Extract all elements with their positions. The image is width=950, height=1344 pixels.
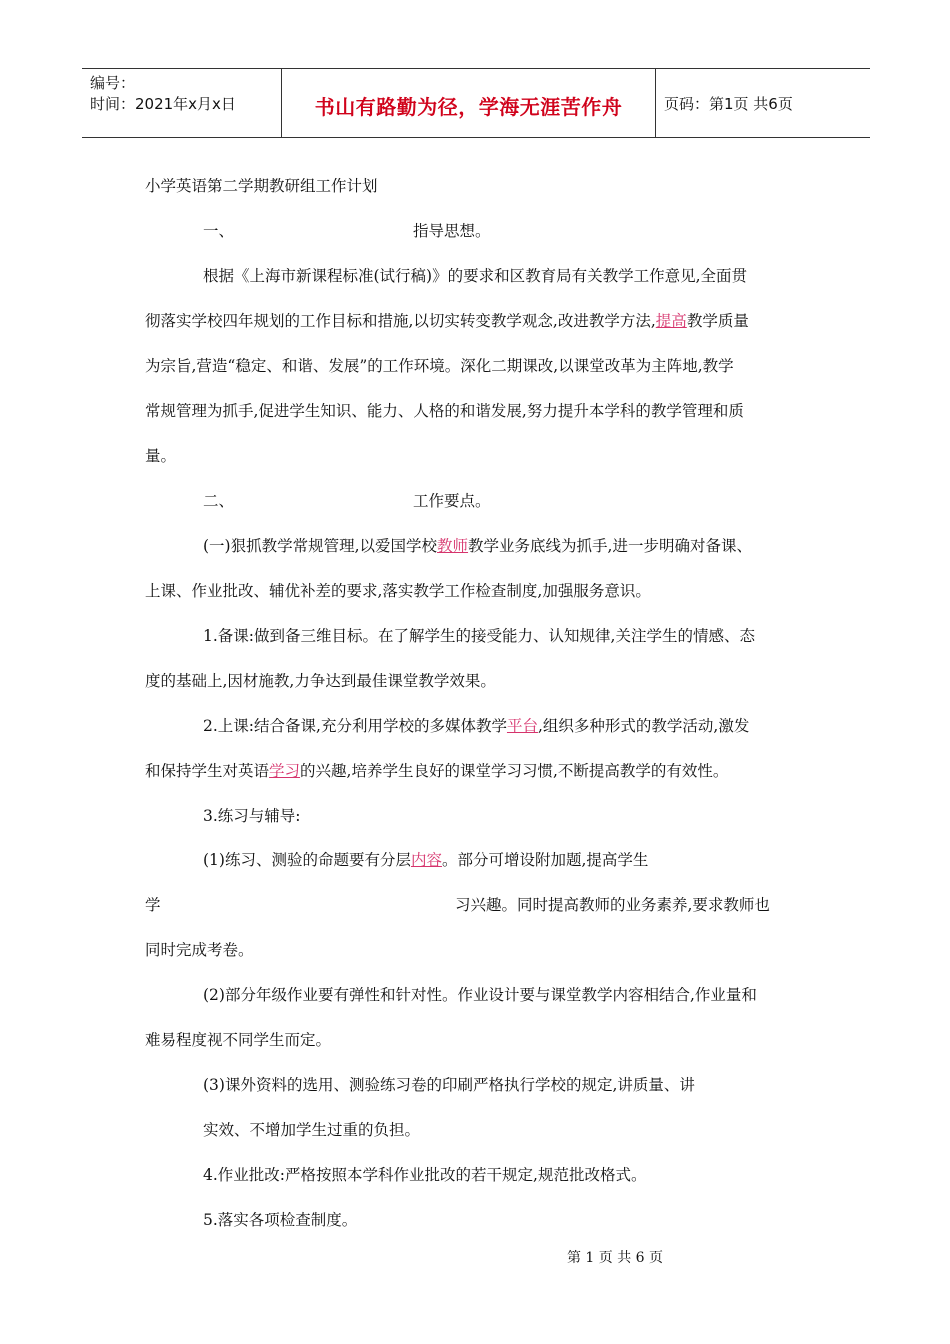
keyword-link[interactable]: 提高 xyxy=(655,312,687,330)
document-title: 小学英语第二学期教研组工作计划 xyxy=(145,177,378,195)
paragraph-line: 彻落实学校四年规划的工作目标和措施,以切实转变教学观念,改进教学方法,提高教学质量 xyxy=(145,312,749,330)
paragraph-line: 量。 xyxy=(145,447,177,465)
paragraph-line: (2)部分年级作业要有弹性和针对性。作业设计要与课堂教学内容相结合,作业量和 xyxy=(203,986,757,1004)
time-label: 时间：2021年x月x日 xyxy=(90,95,236,113)
page-footer: 第 1 页 共 6 页 xyxy=(566,1250,664,1266)
section-1-heading: 指导思想。 xyxy=(413,222,491,240)
paragraph-line: 上课、作业批改、辅优补差的要求,落实教学工作检查制度,加强服务意识。 xyxy=(145,582,651,600)
keyword-link[interactable]: 教师 xyxy=(437,537,469,555)
section-1-number: 一、 xyxy=(203,222,235,240)
paragraph-line: 2.上课:结合备课,充分利用学校的多媒体教学平台,组织多种形式的教学活动,激发 xyxy=(203,717,750,735)
motto-text: 书山有路勤为径，学海无涯苦作舟 xyxy=(314,95,623,119)
paragraph-line: (1)练习、测验的命题要有分层内容。部分可增设附加题,提高学生 xyxy=(203,851,649,869)
paragraph-line: 1.备课:做到备三维目标。在了解学生的接受能力、认知规律,关注学生的情感、态 xyxy=(203,627,755,645)
paragraph-line: 度的基础上,因材施教,力争达到最佳课堂教学效果。 xyxy=(145,672,496,690)
paragraph-line: 根据《上海市新课程标准(试行稿)》的要求和区教育局有关教学工作意见,全面贯 xyxy=(203,267,748,285)
document-header xyxy=(82,68,870,138)
paragraph-line: 为宗旨,营造“稳定、和谐、发展”的工作环境。深化二期课改,以课堂改革为主阵地,教学 xyxy=(145,357,734,375)
paragraph-line: 和保持学生对英语学习的兴趣,培养学生良好的课堂学习习惯,不断提高教学的有效性。 xyxy=(145,762,729,780)
keyword-link[interactable]: 内容 xyxy=(410,851,442,869)
page-number-label: 页码：第1页 共6页 xyxy=(664,95,793,113)
header-info-cell xyxy=(82,69,282,137)
paragraph-line: 难易程度视不同学生而定。 xyxy=(145,1031,332,1049)
paragraph-line: 常规管理为抓手,促进学生知识、能力、人格的和谐发展,努力提升本学科的教学管理和质 xyxy=(145,402,744,420)
number-label: 编号： xyxy=(90,74,136,92)
keyword-link[interactable]: 平台 xyxy=(506,717,538,735)
paragraph-line: 同时完成考卷。 xyxy=(145,941,254,959)
paragraph-line: 习兴趣。同时提高教师的业务素养,要求教师也 xyxy=(455,896,770,914)
paragraph-line: 实效、不增加学生过重的负担。 xyxy=(203,1121,421,1139)
section-2-heading: 工作要点。 xyxy=(413,492,491,510)
header-page-cell xyxy=(656,69,870,137)
header-motto-cell xyxy=(282,69,656,137)
paragraph-line: 3.练习与辅导: xyxy=(203,807,301,825)
paragraph-line: 学 xyxy=(145,896,161,914)
keyword-link[interactable]: 学习 xyxy=(269,762,301,780)
paragraph-line: (一)狠抓教学常规管理,以爱国学校教师教学业务底线为抓手,进一步明确对备课、 xyxy=(203,537,752,555)
paragraph-line: 5.落实各项检查制度。 xyxy=(203,1211,358,1229)
paragraph-line: (3)课外资料的选用、测验练习卷的印刷严格执行学校的规定,讲质量、讲 xyxy=(203,1076,695,1094)
section-2-number: 二、 xyxy=(203,492,235,510)
paragraph-line: 4.作业批改:严格按照本学科作业批改的若干规定,规范批改格式。 xyxy=(203,1166,647,1184)
